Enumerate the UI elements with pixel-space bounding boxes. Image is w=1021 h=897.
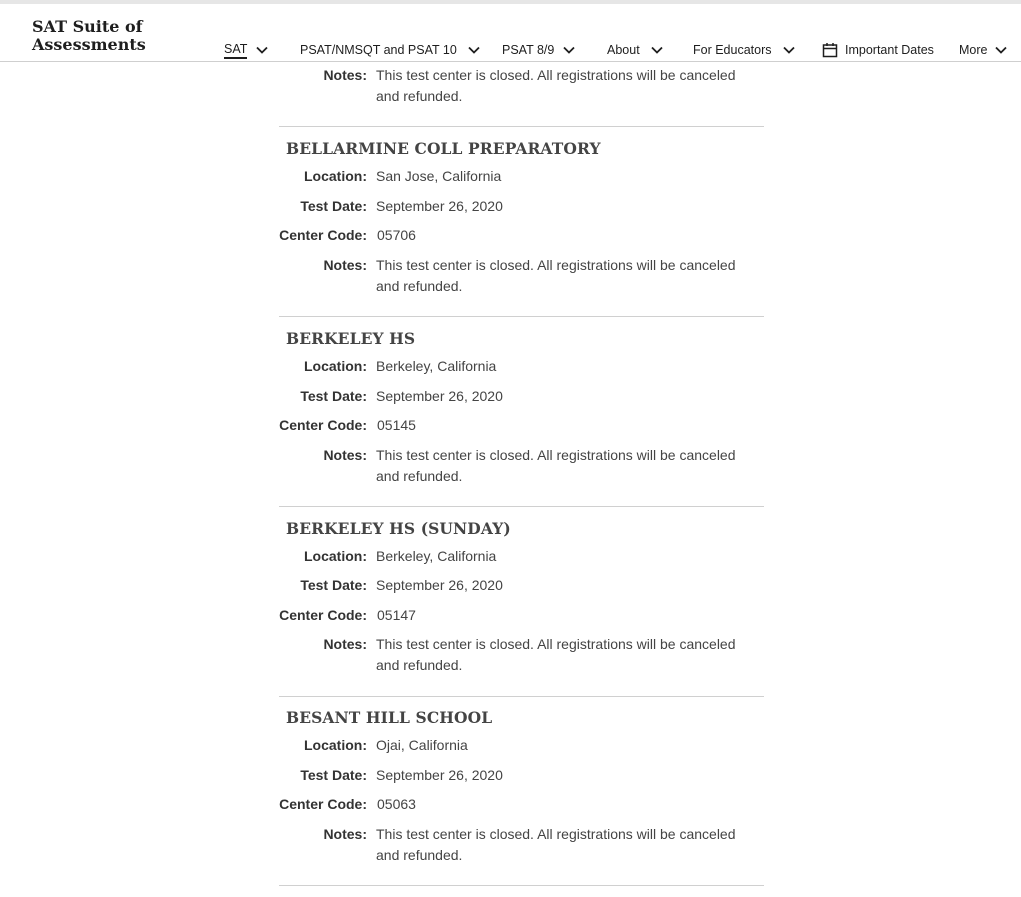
location-label: Location:	[304, 168, 367, 184]
notes-label: Notes:	[323, 257, 367, 273]
nav-sat[interactable]	[224, 40, 269, 60]
location-value: Ojai, California	[376, 737, 468, 753]
center-code-value: 05063	[377, 796, 416, 812]
center-code-label: Center Code:	[279, 227, 367, 243]
chevron-down-icon	[782, 43, 796, 57]
test-date-label: Test Date:	[300, 388, 367, 404]
test-date-label: Test Date:	[300, 577, 367, 593]
center-code-value: 05147	[377, 607, 416, 623]
location-value: Berkeley, California	[376, 358, 497, 374]
nav-more-label: More	[959, 43, 988, 57]
center-name: BESANT HILL SCHOOL	[286, 708, 493, 727]
center-code-label: Center Code:	[279, 417, 367, 433]
center-name: BELLARMINE COLL PREPARATORY	[286, 139, 601, 158]
nav-more[interactable]	[959, 40, 1008, 60]
nav-psat-89-label: PSAT 8/9	[502, 43, 555, 57]
nav-psat-nmsqt-label: PSAT/NMSQT and PSAT 10	[300, 43, 457, 57]
test-center-card-partial	[279, 62, 764, 127]
test-center-card	[279, 127, 764, 317]
center-code-label: Center Code:	[279, 607, 367, 623]
calendar-icon	[822, 42, 838, 58]
logo-line-1: SAT Suite of	[32, 17, 143, 36]
site-header	[0, 4, 1021, 62]
chevron-down-icon	[994, 43, 1008, 57]
location-label: Location:	[304, 358, 367, 374]
notes-value: This test center is closed. All registrations will be canceled and refunded.	[376, 826, 736, 863]
test-date-value: September 26, 2020	[376, 767, 503, 783]
notes-value: This test center is closed. All registrations will be canceled and refunded.	[376, 636, 736, 673]
center-code-value: 05145	[377, 417, 416, 433]
notes-label: Notes:	[323, 636, 367, 652]
test-center-card	[279, 317, 764, 507]
notes-value: This test center is closed. All registrations will be canceled and refunded.	[376, 67, 736, 104]
test-date-label: Test Date:	[300, 767, 367, 783]
chevron-down-icon	[255, 43, 269, 57]
notes-value: This test center is closed. All registrations will be canceled and refunded.	[376, 447, 736, 484]
nav-about-label: About	[607, 43, 640, 57]
location-label: Location:	[304, 737, 367, 753]
center-code-value: 05706	[377, 227, 416, 243]
test-date-value: September 26, 2020	[376, 388, 503, 404]
test-center-card	[279, 507, 764, 697]
chevron-down-icon	[562, 43, 576, 57]
center-name: BERKELEY HS (SUNDAY)	[286, 519, 511, 538]
center-name: BERKELEY HS	[286, 329, 416, 348]
location-value: Berkeley, California	[376, 548, 497, 564]
test-date-value: September 26, 2020	[376, 577, 503, 593]
nav-psat-nmsqt[interactable]	[300, 40, 481, 60]
center-code-label: Center Code:	[279, 796, 367, 812]
nav-sat-label: SAT	[224, 41, 247, 59]
nav-important-dates[interactable]	[822, 40, 934, 60]
notes-label: Notes:	[323, 67, 367, 83]
test-date-value: September 26, 2020	[376, 198, 503, 214]
location-value: San Jose, California	[376, 168, 502, 184]
logo-line-2: Assessments	[32, 35, 146, 54]
nav-psat-89[interactable]	[502, 40, 576, 60]
nav-for-educators-label: For Educators	[693, 43, 772, 57]
notes-label: Notes:	[323, 447, 367, 463]
notes-value: This test center is closed. All registrations will be canceled and refunded.	[376, 257, 736, 294]
nav-for-educators[interactable]	[693, 40, 796, 60]
nav-about[interactable]	[607, 40, 664, 60]
location-label: Location:	[304, 548, 367, 564]
site-logo[interactable]	[32, 18, 172, 54]
nav-important-dates-label: Important Dates	[845, 43, 934, 57]
notes-label: Notes:	[323, 826, 367, 842]
chevron-down-icon	[467, 43, 481, 57]
test-center-card	[279, 696, 764, 886]
chevron-down-icon	[650, 43, 664, 57]
test-date-label: Test Date:	[300, 198, 367, 214]
